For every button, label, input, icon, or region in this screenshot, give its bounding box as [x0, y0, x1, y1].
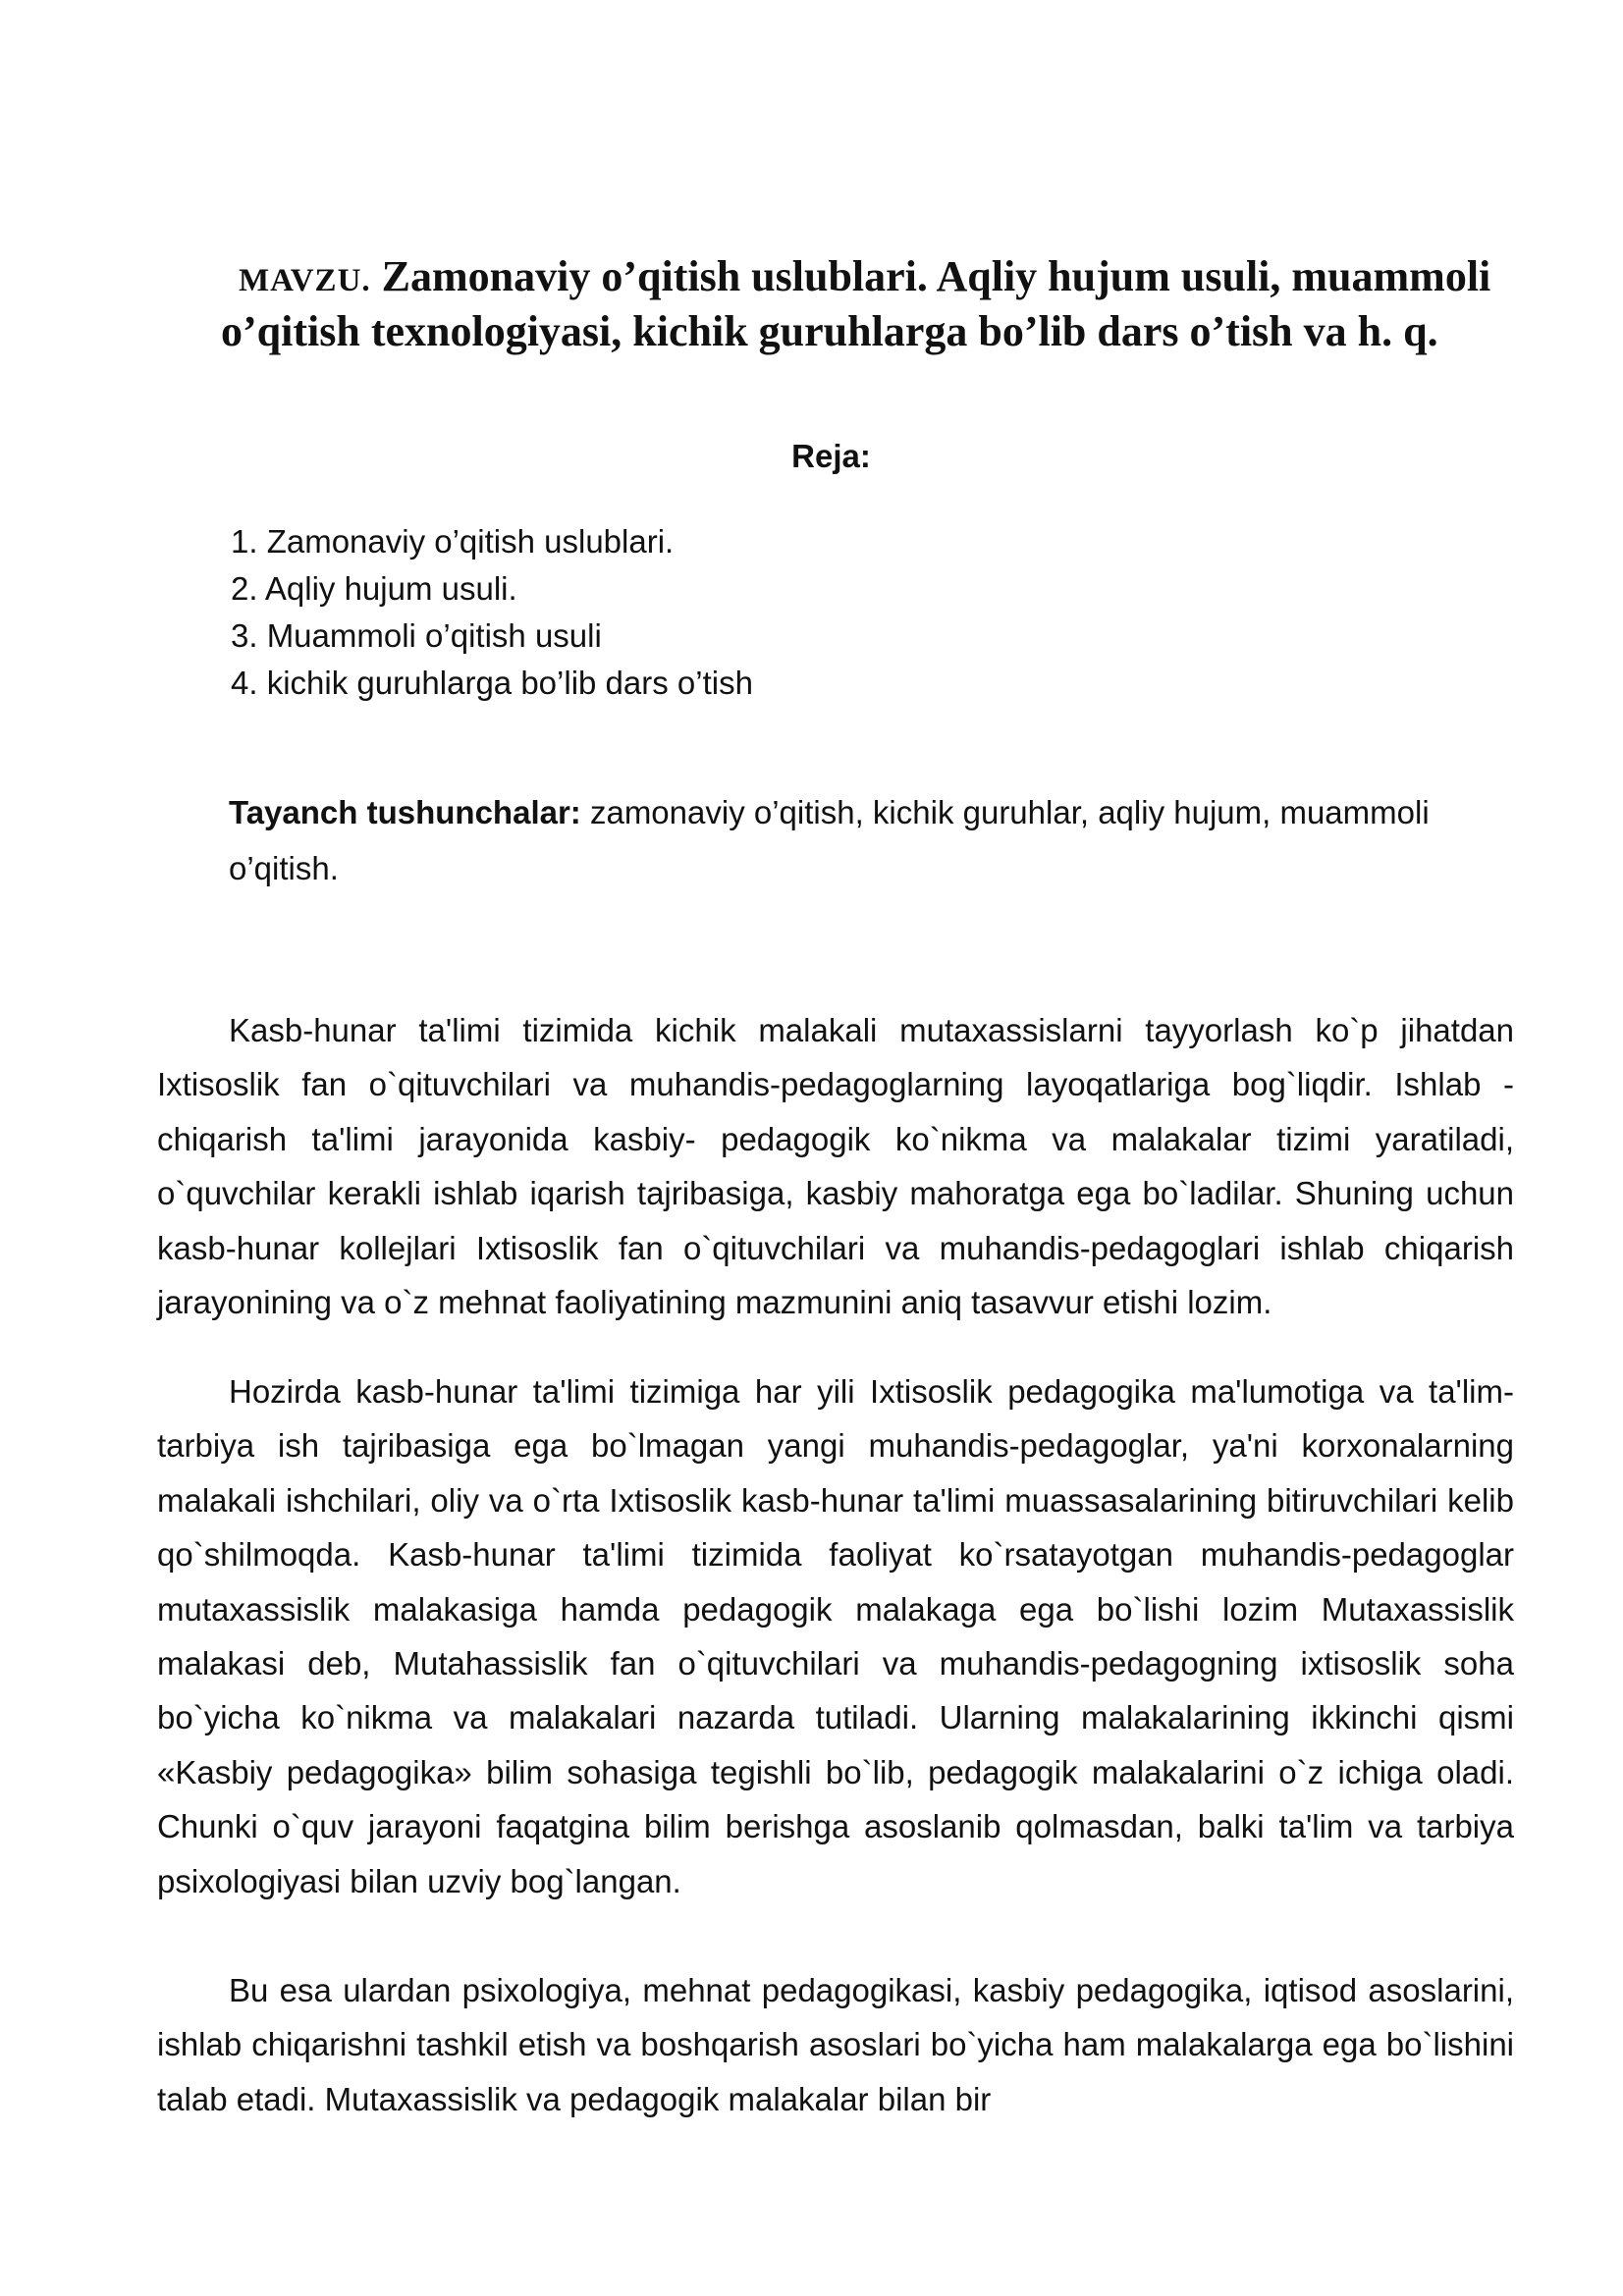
plan-item-1: 1. Zamonaviy o’qitish uslublari. [231, 523, 675, 560]
key-concepts [229, 784, 1515, 896]
body-paragraph-3: Bu esa ulardan psixologiya, mehnat pedagogikasi, kasbiy pedagogika, iqtisod asoslarini, ishlab chiqarishni tashkil etish va boshqarish asoslari bo`yicha ham malakalarga ega bo`lishini talab etadi. Mutaxassislik va pedagogik malakalar bilan bir [157, 1972, 1514, 2117]
key-concepts-label: Tayanch tushunchalar: [229, 794, 581, 830]
body-paragraph-2: Hozirda kasb-hunar ta'limi tizimiga har yili Ixtisoslik pedagogika ma'lumotiga va ta'lim-tarbiya ish tajribasiga ega bo`lmagan yangi muhandis-pedagoglar, ya'ni korxonalarning malakali ishchilari, oliy va o`rta Ixtisoslik kasb-hunar ta'limi muassasalarining bitiruvchilari kelib qo`shilmoqda. Kasb-hunar ta'limi tizimida faoliyat ko`rsatayotgan muhandis-pedagoglar mutaxassislik malakasiga hamda pedagogik malakaga ega bo`lishi lozim Mutaxassislik malakasi deb, Mutahassislik fan o`qituvchilari va muhandis-pedagogning ixtisoslik soha bo`yicha ko`nikma va malakalari nazarda tutiladi. Ularning malakalarining ikkinchi qismi «Kasbiy pedagogika» bilim sohasiga tegishli bo`lib, pedagogik malakalarini o`z ichiga oladi. Chunki o`quv jarayoni faqatgina bilim berishga asoslanib qolmasdan, balki ta'lim va tarbiya psixologiyasi bilan uzviy bog`langan. [157, 1373, 1514, 1899]
plan-item-4: 4. kichik guruhlarga bo’lib dars o’tish [231, 665, 753, 701]
body-paragraph-1: Kasb-hunar ta'limi tizimida kichik malakali mutaxassislarni tayyorlash ko`p jihatdan Ixtisoslik fan o`qituvchilari va muhandis-pedagoglarning layoqatlariga bog`liqdir. Ishlab - chiqarish ta'limi jarayonida kasbiy- pedagogik ko`nikma va malakalar tizimi yaratiladi, o`quvchilar kerakli ishlab iqarish tajribasiga, kasbiy mahoratga ega bo`ladilar. Shuning uchun kasb-hunar kollejlari Ixtisoslik fan o`qituvchilari va muhandis-pedagoglari ishlab chiqarish jarayonining va o`z mehnat faoliyatining mazmunini aniq tasavvur etishi lozim. [157, 1012, 1514, 1321]
document-title [221, 251, 1527, 357]
key-concepts-text: zamonaviy o’qitish, kichik guruhlar, aqliy hujum, muammoli o’qitish. [229, 794, 1430, 886]
plan-list [231, 518, 753, 707]
title-topic-label: MAVZU. [239, 263, 371, 298]
plan-heading: Reja: [791, 438, 871, 474]
plan-item-3: 3. Muammoli o’qitish usuli [231, 617, 602, 654]
plan-item-2: 2. Aqliy hujum usuli. [231, 570, 517, 607]
title-text: Zamonaviy o’qitish uslublari. Aqliy hujum usuli, muammoli o’qitish texnologiyasi, kichik guruhlarga bo’lib dars o’tish va h. q. [221, 252, 1491, 355]
